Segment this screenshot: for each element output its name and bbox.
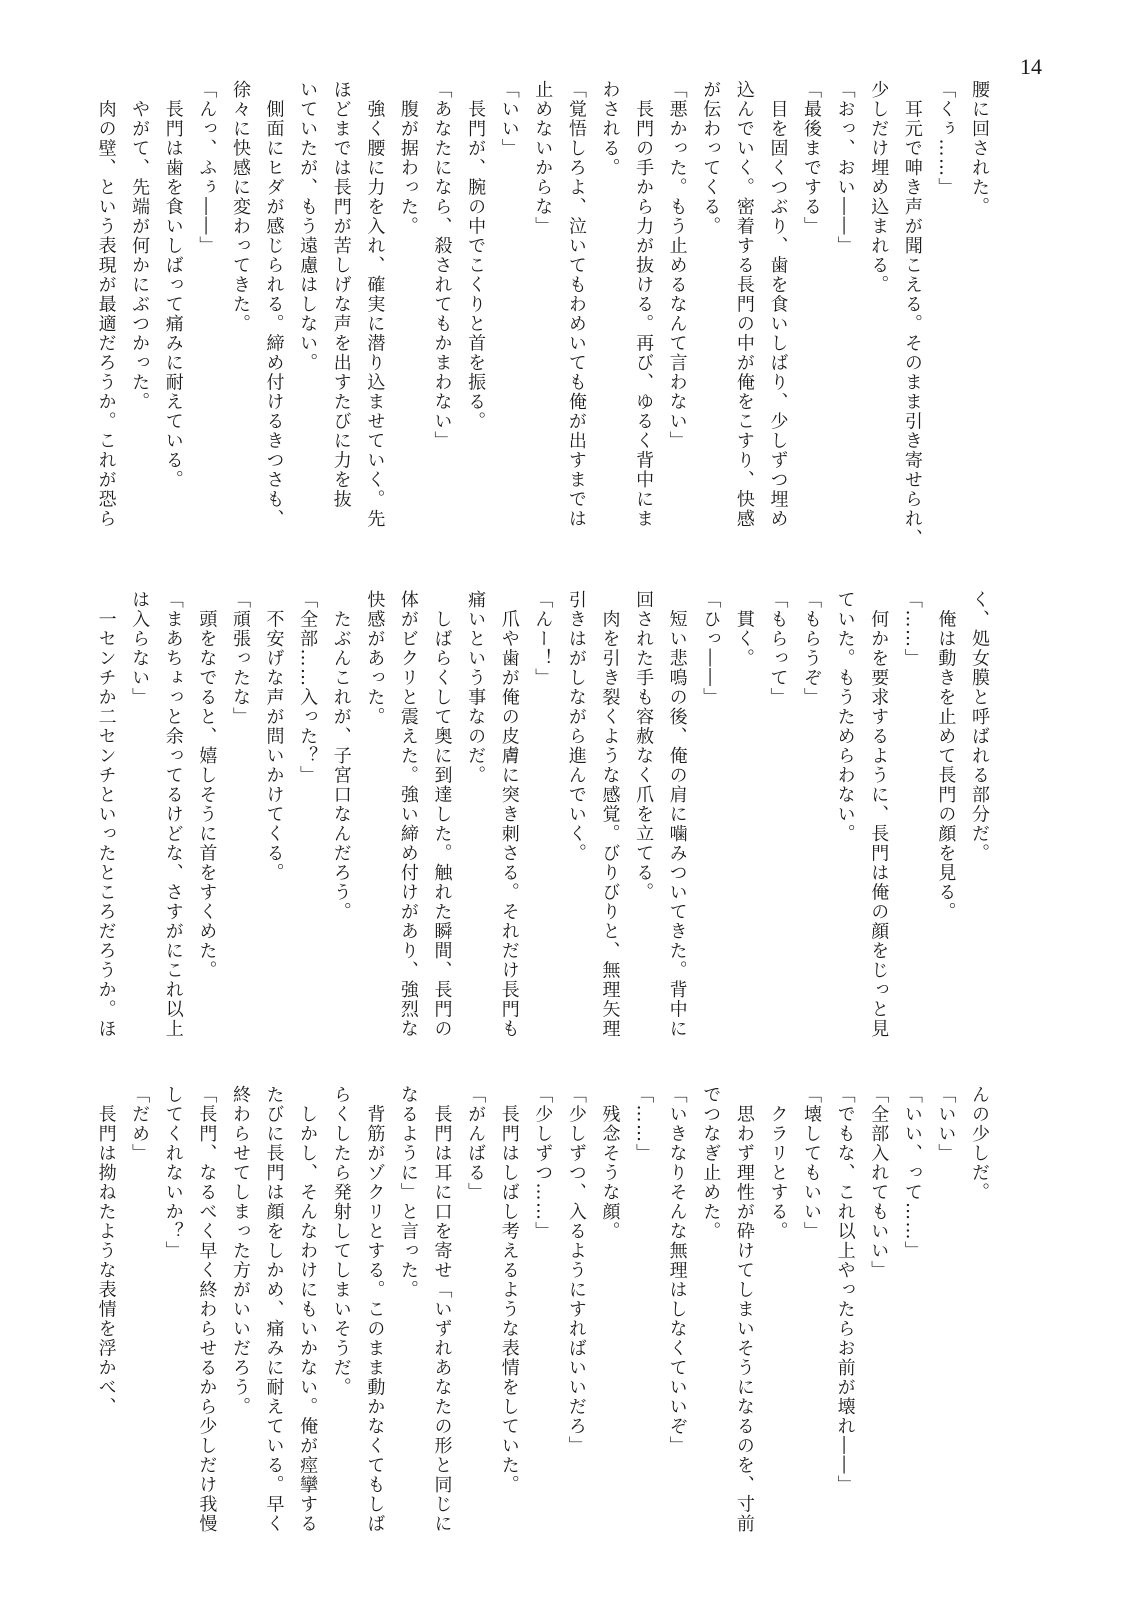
page-number: 14 xyxy=(1020,54,1042,79)
text-column: たぶんこれが、子宮口なんだろう。 xyxy=(330,590,352,922)
text-column: でつなぎ止めた。 xyxy=(700,1085,722,1241)
text-column: 徐々に快感に変わってきた。 xyxy=(229,80,251,334)
text-column: 長門はしばし考えるような表情をしていた。 xyxy=(498,1085,520,1495)
text-column: 「いい、って……」 xyxy=(901,1085,923,1261)
text-column: 「もらうぞ」 xyxy=(801,590,823,707)
text-column: 「長門、なるべく早く終わらせるから少しだけ我慢 xyxy=(196,1085,218,1534)
text-column: らくしたら発射してしまいそうだ。 xyxy=(330,1085,352,1397)
text-column: 一センチか二センチといったところだろうか。ほ xyxy=(95,590,117,1039)
text-column: わされる。 xyxy=(599,80,621,178)
text-column: 俺は動きを止めて長門の顔を見る。 xyxy=(935,590,957,922)
text-column: 背筋がゾクリとする。このまま動かなくてもしば xyxy=(364,1085,386,1534)
text-column: 体がビクリと震えた。強い締め付けがあり、強烈な xyxy=(397,590,419,1039)
text-column: 「だめ」 xyxy=(129,1085,151,1163)
text-column: 側面にヒダが感じられる。締め付けるきつさも、 xyxy=(263,80,285,529)
text-column: 「あなたになら、殺されてもかまわない」 xyxy=(431,80,453,451)
text-column: 腹が据わった。 xyxy=(397,80,419,236)
text-column: 肉の壁、という表現が最適だろうか。これが恐ら xyxy=(95,80,117,529)
text-column: 耳元で呻き声が聞こえる。そのまま引き寄せられ、 xyxy=(901,80,923,548)
text-column: やがて、先端が何かにぶつかった。 xyxy=(129,80,151,412)
text-column: 「んー！」 xyxy=(532,590,554,688)
text-column: 残念そうな顔。 xyxy=(599,1085,621,1241)
text-column: 長門が、腕の中でこくりと首を振る。 xyxy=(465,80,487,431)
text-column: 「頑張ったな」 xyxy=(229,590,251,727)
text-column: 引きはがしながら進んでいく。 xyxy=(565,590,587,863)
text-column: は入らない」 xyxy=(129,590,151,707)
text-column: 「いきなりそんな無理はしなくていいぞ」 xyxy=(666,1085,688,1456)
text-column: ほどまでは長門が苦しげな声を出すたびに力を抜 xyxy=(330,80,352,509)
text-column: 短い悲鳴の後、俺の肩に噛みついてきた。背中に xyxy=(666,590,688,1039)
text-column: 「……」 xyxy=(901,590,923,668)
text-column: 「……」 xyxy=(633,1085,655,1163)
text-column: 「少しずつ……」 xyxy=(532,1085,554,1241)
text-column: 「少しずつ、入るようにすればいいだろ」 xyxy=(565,1085,587,1456)
text-column: 終わらせてしまった方がいいだろう。 xyxy=(229,1085,251,1417)
text-column: クラリとする。 xyxy=(767,1085,789,1241)
text-column: 「もらって」 xyxy=(767,590,789,707)
text-column: いていたが、もう遠慮はしない。 xyxy=(297,80,319,373)
text-column: 肉を引き裂くような感覚。びりびりと、無理矢理 xyxy=(599,590,621,1039)
text-column: しばらくして奥に到達した。触れた瞬間、長門の xyxy=(431,590,453,1039)
text-column: 「おっ、おい――」 xyxy=(834,80,856,256)
text-column: 何かを要求するように、長門は俺の顔をじっと見 xyxy=(868,590,890,1039)
text-column: 頭をなでると、嬉しそうに首をすくめた。 xyxy=(196,590,218,980)
text-column: んの少しだ。 xyxy=(969,1085,990,1202)
text-block-middle xyxy=(95,590,996,1050)
text-column: 強く腰に力を入れ、確実に潜り込ませていく。先 xyxy=(364,80,386,529)
text-column: 「いい」 xyxy=(935,1085,957,1163)
text-column: が伝わってくる。 xyxy=(700,80,722,236)
text-column: 長門の手から力が抜ける。再び、ゆるく背中にま xyxy=(633,80,655,529)
text-column: 止めないからな」 xyxy=(532,80,554,236)
text-column: 長門は拗ねたような表情を浮かべ、 xyxy=(95,1085,117,1417)
text-column: 「くぅ……」 xyxy=(935,80,957,197)
text-column: 「壊してもいい」 xyxy=(801,1085,823,1241)
text-column: たびに長門は顔をしかめ、痛みに耐えている。早く xyxy=(263,1085,285,1534)
text-column: 込んでいく。密着する長門の中が俺をこすり、快感 xyxy=(733,80,755,529)
text-column: しかし、そんなわけにもいかない。俺が痙攣する xyxy=(297,1085,319,1534)
text-column: なるように」と言った。 xyxy=(397,1085,419,1300)
text-column: してくれないか？」 xyxy=(162,1085,184,1261)
text-column: 貫く。 xyxy=(733,590,755,668)
text-column: 不安げな声が問いかけてくる。 xyxy=(263,590,285,883)
text-column: 「んっ、ふぅ――」 xyxy=(196,80,218,256)
text-block-top xyxy=(95,80,996,550)
text-column: 「でもな、これ以上やったらお前が壊れ――」 xyxy=(834,1085,856,1495)
text-column: 少しだけ埋め込まれる。 xyxy=(868,80,890,295)
text-column: 「悪かった。もう止めるなんて言わない」 xyxy=(666,80,688,451)
text-column: 痛いという事なのだ。 xyxy=(465,590,487,785)
text-block-bottom xyxy=(95,1085,996,1555)
text-column: 「がんばる」 xyxy=(465,1085,487,1202)
text-column: 長門は耳に口を寄せ「いずれあなたの形と同じに xyxy=(431,1085,453,1534)
text-column: 「最後までする」 xyxy=(801,80,823,236)
text-column: 目を固くつぶり、歯を食いしばり、少しずつ埋め xyxy=(767,80,789,529)
text-column: く、処女膜と呼ばれる部分だ。 xyxy=(969,590,990,863)
text-column: 爪や歯が俺の皮膚に突き刺さる。それだけ長門も xyxy=(498,590,520,1039)
text-column: 回された手も容赦なく爪を立てる。 xyxy=(633,590,655,902)
text-column: 快感があった。 xyxy=(364,590,386,727)
text-column: ていた。もうためらわない。 xyxy=(834,590,856,844)
text-column: 「全部……入った？」 xyxy=(297,590,319,785)
text-column: 思わず理性が砕けてしまいそうになるのを、寸前 xyxy=(733,1085,755,1534)
text-column: 「覚悟しろよ、泣いてもわめいても俺が出すまでは xyxy=(565,80,587,529)
text-column: 長門は歯を食いしばって痛みに耐えている。 xyxy=(162,80,184,490)
text-column: 「全部入れてもいい」 xyxy=(868,1085,890,1280)
text-column: 「まあちょっと余ってるけどな、さすがにこれ以上 xyxy=(162,590,184,1039)
text-column: 「ひっ――」 xyxy=(700,590,722,707)
text-column: 「いい」 xyxy=(498,80,520,158)
text-column: 腰に回された。 xyxy=(969,80,990,217)
